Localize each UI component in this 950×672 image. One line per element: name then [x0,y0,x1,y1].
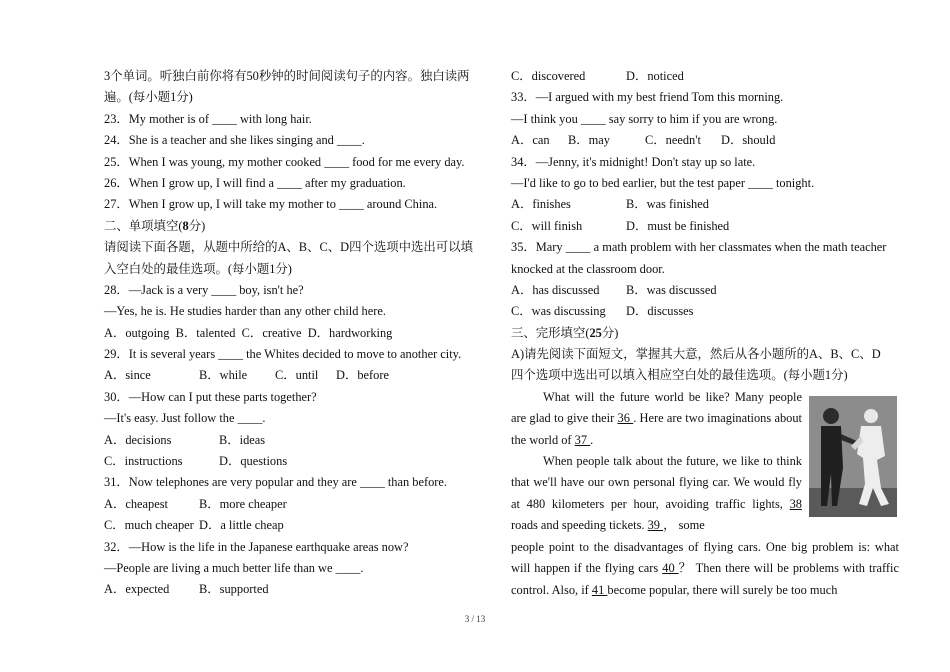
question-24: 24．She is a teacher and she likes singing and ____. [104,133,365,148]
blank-41: 41 [591,582,608,597]
option-b: B．more cheaper [199,496,287,511]
question-29-options [104,365,494,386]
option-d: D．a little cheap [199,518,284,533]
question-34-stem: 34．—Jenny, it's midnight! Don't stay up so late. [511,154,756,169]
option-a: A．decisions [104,432,172,447]
option-b: B．ideas [219,432,266,447]
question-27: 27．When I grow up, I will take my mother to ____ around China. [104,197,438,212]
section-3-title: 三、完形填空(25分) [511,325,619,340]
option-c: C．until [275,368,319,383]
right-column [511,66,899,601]
robot-and-man-photo [809,396,897,517]
option-c: C．needn't [645,133,701,148]
option-d: D．must be finished [626,218,730,233]
page-number: 3 / 13 [464,614,486,624]
question-28-stem: 28．—Jack is a very ____ boy, isn't he? [104,282,304,297]
blank-39: 39 [647,518,664,533]
question-30-stem: 30．—How can I put these parts together? [104,389,317,404]
option-d: D．before [336,368,389,383]
question-34-options-cd [511,216,899,237]
listening-intro-line-2: 遍。(每小题1分) [104,90,193,105]
question-34-options-ab [511,194,899,215]
option-d: D．should [721,133,776,148]
question-32-stem: 32．—How is the life in the Japanese earthquake areas now? [104,539,409,554]
option-a: A．can [511,133,550,148]
question-31-options-cd [104,515,494,536]
section-3-instructions-line-2: 四个选项中选出可以填入相应空白处的最佳选项。(每小题1分) [511,368,848,383]
question-35-stem-line-1: 35．Mary ____ a math problem with her classmates when the math teacher [511,240,887,255]
option-b: B．was discussed [626,282,717,297]
section-3-instructions-line-1: A)请先阅读下面短文，掌握其大意，然后从各小题所的A、B、C、D [511,347,881,362]
section-2-title: 二、单项填空(8分) [104,218,206,233]
question-31-options-ab [104,494,494,515]
blank-38: 38 [789,496,802,511]
cloze-paragraph-2: When people talk about the future, we like to think that we'll have our own personal flying car. We would fly at 480 kilometers per hour, avoiding traffic lights, 38 roads and speeding tickets. 39 ， some [511,454,802,533]
question-32-reply: —People are living a much better life than we ____. [104,560,364,575]
option-d: D．noticed [626,69,684,83]
option-c: C．instructions [104,454,183,469]
option-b: B．was finished [626,197,709,212]
option-d: D．discusses [626,304,694,319]
question-28-options: A．outgoing B．talented C．creative D．hardworking [104,325,393,340]
option-b: B．may [568,133,610,148]
section-2-score: 8 [182,218,189,233]
question-26: 26．When I grow up, I will find a ____ after my graduation. [104,175,406,190]
question-23: 23．My mother is of ____ with long hair. [104,111,312,126]
option-a: A．has discussed [511,282,600,297]
section-3-score: 25 [589,325,602,340]
cloze-paragraph-1: What will the future world be like? Many people are glad to give their 36 . Here are two imaginations about the world of 37 . [511,389,802,447]
question-33-reply: —I think you ____ say sorry to him if you are wrong. [511,111,778,126]
question-31-stem: 31．Now telephones are very popular and they are ____ than before. [104,475,448,490]
question-28-reply: —Yes, he is. He studies harder than any other child here. [104,304,386,319]
blank-40: 40 [662,561,679,576]
question-35-options-ab [511,280,899,301]
option-a: A．since [104,368,151,383]
section-2-instructions-line-1: 请阅读下面各题，从题中所给的A、B、C、D四个选项中选出可以填 [104,240,473,255]
option-c: C．was discussing [511,304,606,319]
question-32-options-ab [104,579,494,600]
section-2-instructions-line-2: 入空白处的最佳选项。(每小题1分) [104,261,292,276]
question-35-stem-line-2: knocked at the classroom door. [511,261,665,276]
question-25: 25．When I was young, my mother cooked ____ food for me every day. [104,154,465,169]
listening-intro-line-1: 3个单词。听独白前你将有50秒钟的时间阅读句子的内容。独白读两 [104,69,470,83]
blank-36: 36 [617,411,634,426]
option-a: A．expected [104,582,170,597]
option-a: A．finishes [511,197,571,212]
question-33-stem: 33．—I argued with my best friend Tom this morning. [511,90,784,105]
question-30-options-ab [104,430,494,451]
photo-illustration [809,396,897,517]
option-a: A．cheapest [104,496,168,511]
question-35-options-cd [511,301,899,322]
option-c: C．discovered [511,69,586,83]
option-d: D．questions [219,454,288,469]
option-b: B．while [199,368,248,383]
option-b: B．supported [199,582,269,597]
option-c: C．much cheaper [104,518,194,533]
question-29-stem: 29．It is several years ____ the Whites decided to move to another city. [104,347,462,362]
question-34-reply: —I'd like to go to bed earlier, but the test paper ____ tonight. [511,175,815,190]
option-c: C．will finish [511,218,583,233]
question-33-options [511,130,899,151]
question-30-reply: —It's easy. Just follow the ____. [104,411,266,426]
left-column [104,66,494,601]
question-32-options-cd [511,66,899,87]
cloze-paragraph-3: people point to the disadvantages of flying cars. One big problem is: what will happen if the flying cars 40 ？ Then there will be problems with traffic control. Also, if 41 become popular, there will surely be too much [511,539,899,597]
question-30-options-cd [104,451,494,472]
blank-37: 37 [574,432,591,447]
